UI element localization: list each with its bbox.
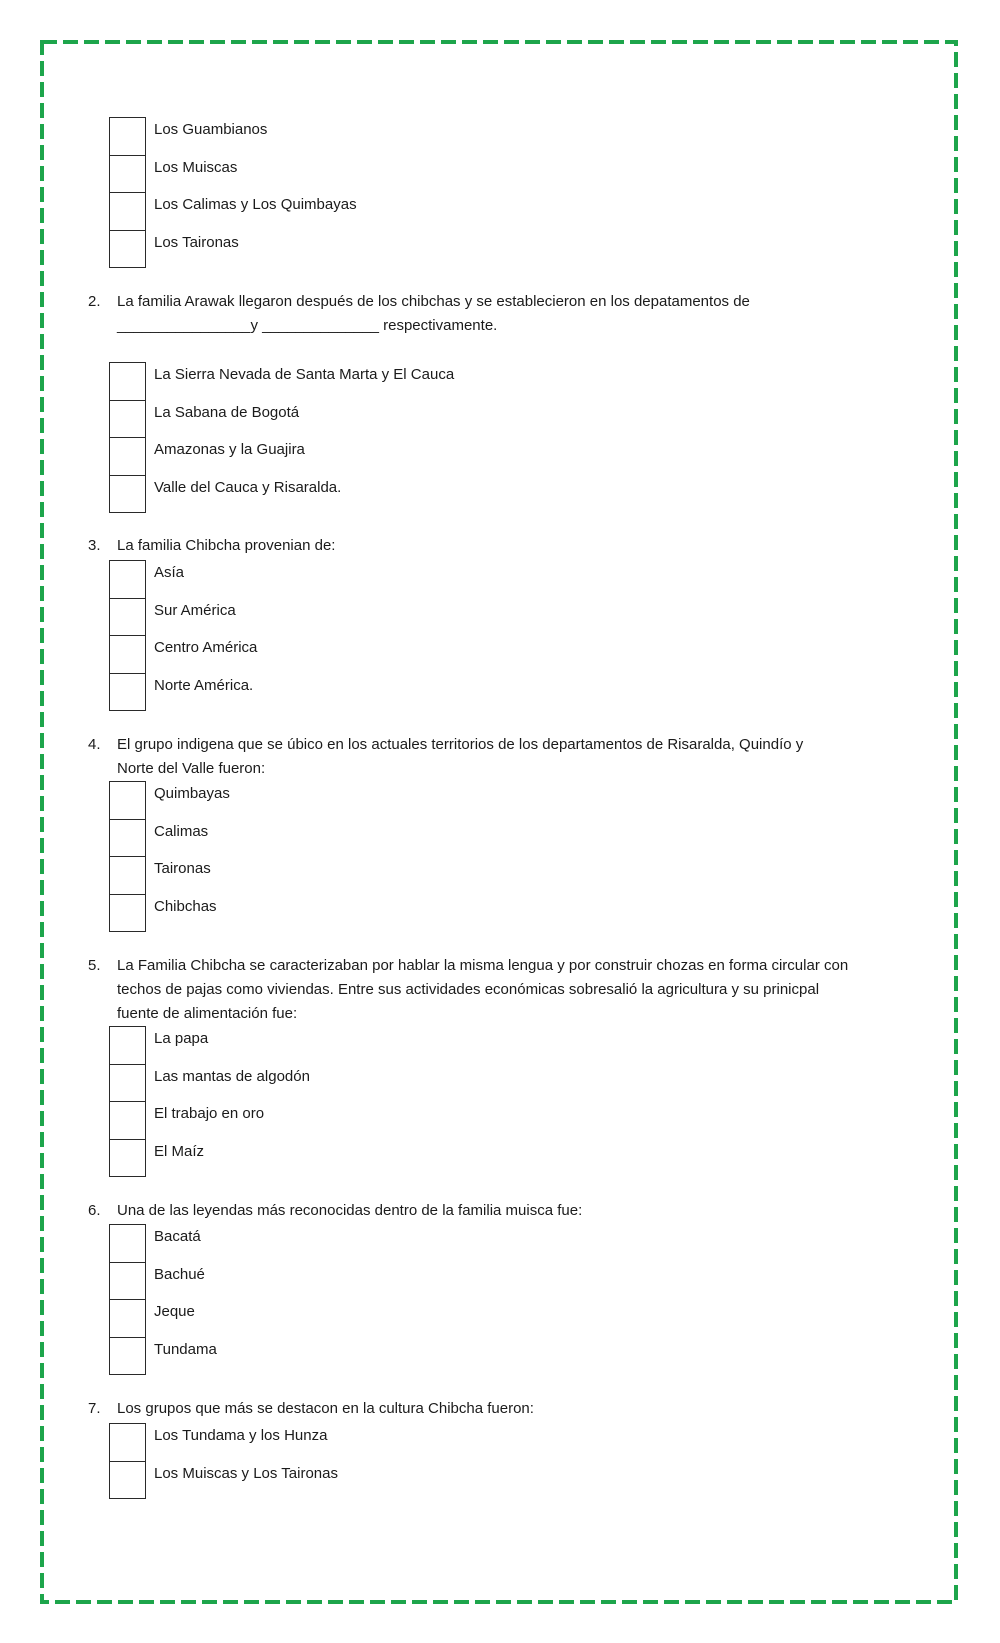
question-number: 3.	[88, 537, 101, 554]
option-label: La papa	[154, 1030, 209, 1047]
question-line: Los grupos que más se destacon en la cultura Chibcha fueron:	[117, 1400, 534, 1417]
question-line: La familia Arawak llegaron después de los chibchas y se establecieron en los depatamentos de	[117, 293, 750, 310]
question-text	[117, 733, 803, 781]
option-checkbox[interactable]	[109, 1064, 146, 1103]
option-checkbox[interactable]	[109, 819, 146, 858]
option[interactable]	[109, 437, 709, 475]
option-label: Los Calimas y Los Quimbayas	[154, 196, 357, 213]
option[interactable]	[109, 1139, 709, 1177]
question-text	[117, 534, 335, 558]
option[interactable]	[109, 475, 709, 513]
option[interactable]	[109, 192, 709, 230]
option[interactable]	[109, 1299, 709, 1337]
question-line: La Familia Chibcha se caracterizaban por hablar la misma lengua y por construir chozas en forma circular con	[117, 957, 849, 974]
option[interactable]	[109, 400, 709, 438]
option-checkbox[interactable]	[109, 192, 146, 231]
question-number: 2.	[88, 293, 101, 310]
option-label: Valle del Cauca y Risaralda.	[154, 478, 342, 496]
option[interactable]	[109, 781, 709, 819]
option[interactable]	[109, 560, 709, 598]
option-checkbox[interactable]	[109, 362, 146, 401]
question-number: 5.	[88, 957, 101, 974]
option-label: Jeque	[154, 1303, 195, 1320]
question-line: techos de pajas como viviendas. Entre sus actividades económicas sobresalió la agricultura y su prinicpal	[117, 981, 820, 998]
option-label: Los Tundama y los Hunza	[154, 1427, 328, 1444]
option[interactable]	[109, 117, 709, 155]
option-checkbox[interactable]	[109, 155, 146, 194]
question-number: 6.	[88, 1202, 101, 1219]
option-checkbox[interactable]	[109, 894, 146, 933]
option-label: El Maíz	[154, 1142, 205, 1160]
question-options	[109, 1224, 709, 1374]
option-checkbox[interactable]	[109, 1337, 146, 1376]
option-label: Centro América	[154, 639, 258, 656]
question-line: fuente de alimentación fue:	[117, 1005, 298, 1022]
option-checkbox[interactable]	[109, 635, 146, 674]
option-label: Las mantas de algodón	[154, 1067, 310, 1085]
question-number: 4.	[88, 736, 101, 753]
option[interactable]	[109, 1064, 709, 1102]
option[interactable]	[109, 1224, 709, 1262]
option[interactable]	[109, 1461, 709, 1499]
option-label: Tundama	[154, 1340, 217, 1358]
question-line: El grupo indigena que se úbico en los actuales territorios de los departamentos de Risaralda, Quindío y	[117, 736, 804, 753]
option-label: Los Muiscas	[154, 158, 238, 176]
option[interactable]	[109, 1026, 709, 1064]
option-checkbox[interactable]	[109, 1262, 146, 1301]
option-checkbox[interactable]	[109, 400, 146, 439]
question-options	[109, 1423, 709, 1498]
option-label: Los Muiscas y Los Taironas	[154, 1464, 338, 1482]
option[interactable]	[109, 856, 709, 894]
question-line: La familia Chibcha provenian de:	[117, 537, 336, 554]
option-label: Chibchas	[154, 897, 217, 915]
option[interactable]	[109, 1101, 709, 1139]
option-label: Los Guambianos	[154, 121, 268, 138]
option-label: Amazonas y la Guajira	[154, 441, 305, 458]
option-label: Asía	[154, 564, 185, 581]
question-options	[109, 1026, 709, 1176]
option-checkbox[interactable]	[109, 1026, 146, 1065]
question-options	[109, 362, 709, 512]
option-label: Quimbayas	[154, 785, 230, 802]
option-checkbox[interactable]	[109, 1101, 146, 1140]
option-checkbox[interactable]	[109, 437, 146, 476]
option-label: El trabajo en oro	[154, 1105, 265, 1122]
option-label: Sur América	[154, 601, 236, 619]
option-checkbox[interactable]	[109, 856, 146, 895]
option-checkbox[interactable]	[109, 1299, 146, 1338]
option[interactable]	[109, 819, 709, 857]
option-label: Taironas	[154, 860, 211, 877]
question-text	[117, 1199, 582, 1223]
option[interactable]	[109, 894, 709, 932]
option-label: Bacatá	[154, 1228, 201, 1245]
option-label: Norte América.	[154, 676, 254, 694]
question-text	[117, 954, 848, 1026]
question-text	[117, 1397, 534, 1421]
option-checkbox[interactable]	[109, 598, 146, 637]
option[interactable]	[109, 155, 709, 193]
option[interactable]	[109, 230, 709, 268]
question-line: ________________y ______________ respectivamente.	[117, 317, 498, 334]
option-checkbox[interactable]	[109, 1461, 146, 1500]
question-line: Una de las leyendas más reconocidas dentro de la familia muisca fue:	[117, 1202, 583, 1219]
option-checkbox[interactable]	[109, 1139, 146, 1178]
option-checkbox[interactable]	[109, 230, 146, 269]
option-checkbox[interactable]	[109, 781, 146, 820]
option[interactable]	[109, 1337, 709, 1375]
question-text	[117, 290, 750, 338]
option[interactable]	[109, 598, 709, 636]
option-label: La Sabana de Bogotá	[154, 403, 300, 421]
option[interactable]	[109, 673, 709, 711]
question-options	[109, 560, 709, 710]
question-number: 7.	[88, 1400, 101, 1417]
option-checkbox[interactable]	[109, 1224, 146, 1263]
option[interactable]	[109, 362, 709, 400]
option-label: Bachué	[154, 1265, 205, 1283]
option[interactable]	[109, 1423, 709, 1461]
option-checkbox[interactable]	[109, 673, 146, 712]
option-label: La Sierra Nevada de Santa Marta y El Cauca	[154, 366, 455, 383]
option-label: Calimas	[154, 822, 209, 840]
option-checkbox[interactable]	[109, 117, 146, 156]
option[interactable]	[109, 1262, 709, 1300]
option-label: Los Taironas	[154, 233, 239, 251]
continued-question-options	[109, 117, 709, 267]
option-checkbox[interactable]	[109, 560, 146, 599]
option-checkbox[interactable]	[109, 475, 146, 514]
option-checkbox[interactable]	[109, 1423, 146, 1462]
question-line: Norte del Valle fueron:	[117, 760, 266, 777]
question-options	[109, 781, 709, 931]
option[interactable]	[109, 635, 709, 673]
